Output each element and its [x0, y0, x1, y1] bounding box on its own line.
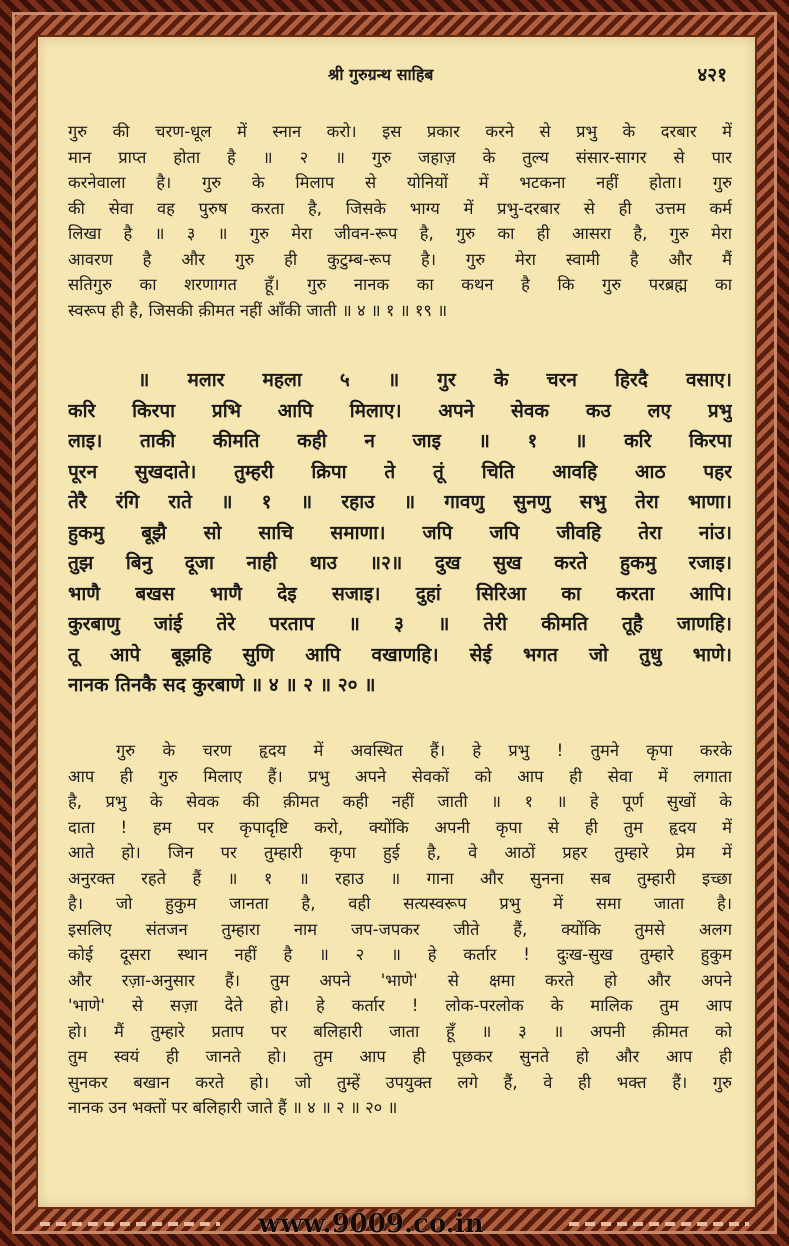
text-line: है। जो हुकुम जानता है, वही सत्यस्वरूप प्रभु में समा जाता है।	[68, 894, 732, 913]
verse-line: कुरबाणु जांई तेरे परताप ॥ ३ ॥ तेरी कीमति तूहै जाणहि।	[68, 613, 732, 635]
text-line: और रज़ा-अनुसार हैं। तुम अपने 'भाणे' से क्षमा करते हो और अपने	[68, 970, 732, 990]
text-line: गुरु की चरण-धूल में स्नान करो। इस प्रकार करने से प्रभु के दरबार में	[68, 122, 732, 141]
text-line: नानक उन भक्तों पर बलिहारी जाते हैं ॥ ४ ॥ २ ॥ २० ॥	[68, 1098, 398, 1117]
verse-line: तेरै रंगि राते ॥ १ ॥ रहाउ ॥ गावणु सुनणु सभु तेरा भाणा।	[68, 491, 732, 513]
text-line: आप ही गुरु मिलाए हैं। प्रभु अपने सेवकों को आप ही सेवा में लगाता	[68, 766, 732, 786]
verse-line: तुझ बिनु दूजा नाही थाउ ॥२॥ दुख सुख करते हुकमु रजाइ।	[68, 552, 732, 574]
verse-line: तू आपे बूझहि सुणि आपि वखाणहि। सेई भगत जो तुधु भाणे।	[68, 643, 732, 666]
text-line: सुनकर बखान करते हो। जो तुम्हें उपयुक्त लगे हैं, वे ही भक्त हैं। गुरु	[68, 1072, 732, 1092]
ornament-right	[569, 1222, 749, 1226]
text-line: गुरु के चरण हृदय में अवस्थित हैं। हे प्रभु ! तुमने कृपा करके	[116, 741, 732, 760]
text-line: अनुरक्त रहते हैं ॥ १ ॥ रहाउ ॥ गाना और सुनना सब तुम्हारी इच्छा	[68, 868, 732, 888]
page-number: ४२१	[697, 64, 727, 86]
footer	[0, 1209, 789, 1242]
text-line: हो। मैं तुम्हारे प्रताप पर बलिहारी जाता हूँ ॥ ३ ॥ अपनी क़ीमत को	[68, 1021, 732, 1041]
text-line: सतिगुरु का शरणागत हूँ। गुरु नानक का कथन है कि गुरु परब्रह्म का	[68, 275, 732, 294]
text-line: दाता ! हम पर कृपादृष्टि करो, क्योंकि अपनी कृपा से ही तुम हृदय में	[68, 817, 732, 837]
scripture-page	[36, 35, 757, 1209]
verse-line: नानक तिनकै सद कुरबाणे ॥ ४ ॥ २ ॥ २० ॥	[68, 674, 376, 696]
page-header	[38, 57, 755, 85]
book-title: श्री गुरुग्रन्थ साहिब	[328, 65, 434, 84]
text-line: लिखा है ॥ ३ ॥ गुरु मेरा जीवन-रूप है, गुरु का ही आसरा है, गुरु मेरा	[68, 224, 732, 243]
verse-line: ॥ मलार महला ५ ॥ गुर के चरन हिरदै वसाए।	[138, 369, 732, 391]
ornament-left	[40, 1222, 220, 1226]
text-line: मान प्राप्त होता है ॥ २ ॥ गुरु जहाज़ के तुल्य संसार-सागर से पार	[68, 147, 732, 167]
verse-line: हुकमु बूझै सो साचि समाणा। जपि जपि जीवहि तेरा नांउ।	[68, 521, 732, 544]
verse-line: पूरन सुखदाते। तुम्हरी क्रिपा ते तूं चिति आवहि आठ पहर	[68, 460, 732, 483]
verse-line: लाइ। ताकी कीमति कही न जाइ ॥ १ ॥ करि किरपा	[68, 430, 732, 452]
text-line: आवरण है और गुरु ही कुटुम्ब-रूप है। गुरु मेरा स्वामी है और मैं	[68, 249, 732, 269]
text-line: 'भाणे' से सज़ा देते हो। हे कर्तार ! लोक-परलोक के मालिक तुम आप	[68, 996, 732, 1015]
text-line: आते हो। जिन पर तुम्हारी कृपा हुई है, वे आठों प्रहर तुम्हारे प्रेम में	[68, 843, 732, 862]
verse-line: करि किरपा प्रभि आपि मिलाए। अपने सेवक कउ लए प्रभु	[68, 399, 732, 422]
verse-line: भाणै बखस भाणै देइ सजाइ। दुहां सिरिआ का करता आपि।	[68, 582, 732, 605]
text-line: तुम स्वयं ही जानते हो। तुम आप ही पूछकर सुनते हो और आप ही	[68, 1047, 732, 1066]
text-line: इसलिए संतजन तुम्हारा नाम जप-जपकर जीते हैं, क्योंकि तुमसे अलग	[68, 919, 732, 939]
text-line: कोई दूसरा स्थान नहीं है ॥ २ ॥ हे कर्तार ! दुःख-सुख तुम्हारे हुकुम	[68, 945, 732, 964]
gurbani-verse	[68, 365, 732, 701]
translation-paragraph-2	[68, 738, 732, 1121]
text-line: है, प्रभु के सेवक की क़ीमत कही नहीं जाती ॥ १ ॥ हे पूर्ण सुखों के	[68, 792, 732, 811]
text-line: की सेवा वह पुरुष करता है, जिसके भाग्य में प्रभु-दरबार से ही उत्तम कर्म	[68, 198, 732, 218]
website-link[interactable]: www.9009.co.in	[258, 1209, 484, 1239]
text-line: स्वरूप ही है, जिसकी क़ीमत नहीं आँकी जाती ॥ ४ ॥ १ ॥ १९ ॥	[68, 300, 448, 320]
translation-paragraph-1	[68, 119, 732, 323]
text-line: करनेवाला है। गुरु के मिलाप से योनियों में भटकना नहीं होता। गुरु	[68, 173, 732, 192]
